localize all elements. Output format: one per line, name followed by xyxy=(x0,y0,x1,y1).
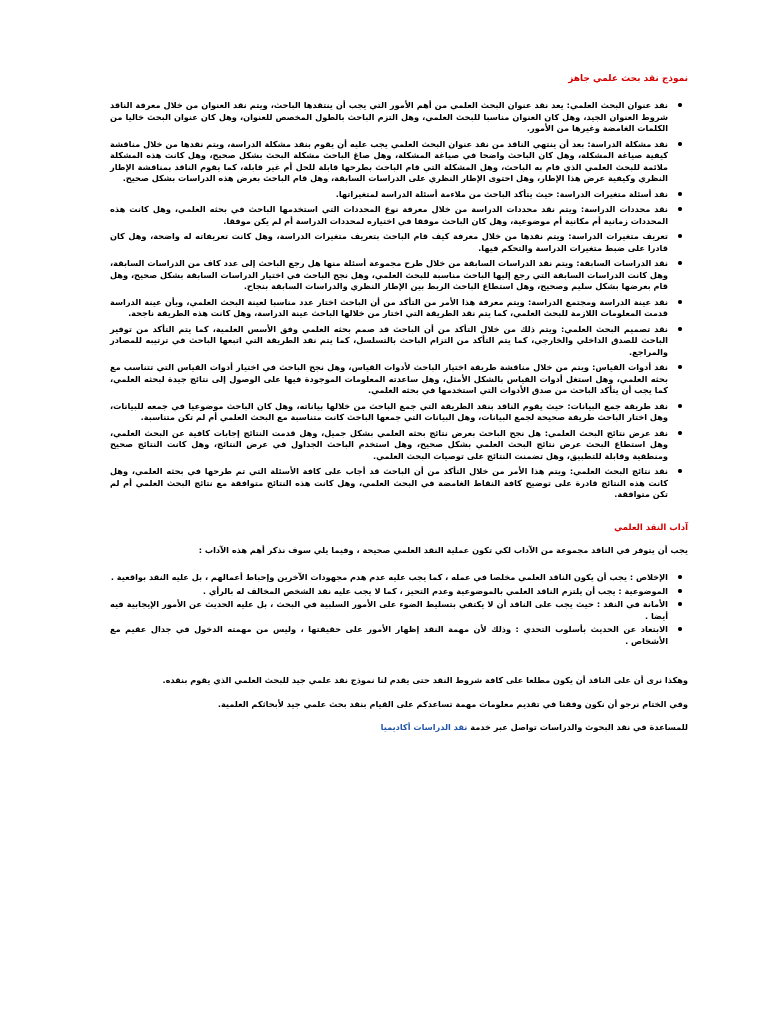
service-link[interactable]: نقد الدراسات أكاديميا xyxy=(380,722,468,732)
critique-item-design: نقد تصميم البحث العلمي: ويتم ذلك من خلال التأكد من أن الباحث قد صمم بحثه العلمي وفق الأسس العلمية، كما يتم التأكد من توفير الباحث للصدق الداخلي والخارجي، كما يتم التأكد من التزام الباحث بالتسلسل، كما يتم نقد الطريقة التي اتبعها الباحث في ترتيبه للمصادر والمراجع. xyxy=(110,323,668,357)
ethics-title: آداب النقد العلمي xyxy=(614,522,688,533)
critique-item-variables: تعريف متغيرات الدراسة: ويتم نقدها من خلال معرفة كيف قام الباحث بتعريف متغيرات الدراسة، وهل كانت تعريفاته له واضحة، وهل كان قادرا على ضبط متغيرات الدراسة والتحكم فيها. xyxy=(110,231,668,253)
closing-contact-text: للمساعدة في نقد البحوث والدراسات تواصل عبر خدمة xyxy=(467,722,688,732)
critique-item-limits: نقد محددات الدراسة: ويتم نقد محددات الدراسة من خلال معرفة نوع المحددات التي استخدمها الباحث في بحثه العلمي، وهل كانت هذه المحددات زمانية أم مكانية أم موضوعية، وهل كان الباحث موفقا في اختياره لمحددات الدراسة أم لم يكن موفقا. xyxy=(110,204,668,226)
critique-item-sample: نقد عينة الدراسة ومجتمع الدراسة: ويتم معرفة هذا الأمر من التأكد من أن الباحث اختار عدد مناسبا لعينة البحث العلمي، وبأن عينة الدراسة قدمت المعلومات اللازمة للبحث العلمي، كما يتم نقد الطريقة التي اختار من خلالها الباحث عينة الدراسة، وهل كانت هذه الطريقة ناجحة. xyxy=(110,296,668,318)
critique-item-results: نقد نتائج البحث العلمي: ويتم هذا الأمر من خلال التأكد من أن الباحث قد أجاب على كافة الأسئلة التي تم طرحها في بحثه العلمي، وهل كانت هذه النتائج قادرة على توضيح كافة النقاط الغامضة في البحث العلمي، وهل كانت هذه النتائج متوافقة مع نتائج البحث العلمي أم لم تكن متوافقة. xyxy=(110,466,668,499)
closing-paragraph-1: وهكذا نرى أن على الناقد أن يكون مطلعا على كافة شروط النقد حتى يقدم لنا نموذج نقد علمي جيد للبحث العلمي الذي يقوم بنقده. xyxy=(162,675,688,685)
closing-section xyxy=(110,675,688,734)
closing-paragraph-3 xyxy=(110,722,688,734)
critique-item-data-collection: نقد طريقة جمع البيانات: حيث يقوم الناقد بنقد الطريقة التي جمع الباحث من خلالها بياناته، وهل كان الباحث موضوعيا في جمعه للبيانات، وهل اختار الباحث طريقة صحيحة لجمع البيانات، وهل البيانات التي جمعها الباحث كانت متناسبة مع البحث العلمي أم لم تكن متناسبة. xyxy=(110,400,668,422)
ethics-item-objectivity: الموضوعية : يجب أن يلتزم الناقد العلمي بالموضوعية وعدم التحيز ، كما لا يجب عليه نقد الشخص المخالف له بالرأي . xyxy=(110,586,668,598)
closing-paragraph-2: وفي الختام نرجو أن نكون وفقنا في تقديم معلومات مهمة تساعدكم على القيام بنقد بحث علمي جيد لأبحاثكم العلمية. xyxy=(217,698,688,709)
document-content xyxy=(110,74,688,746)
document-title: نموذج نقد بحث علمي جاهز xyxy=(568,74,688,84)
critique-item-tools: نقد أدوات القياس: ويتم من خلال مناقشة طريقة اختيار الباحث لأدوات القياس، وهل نجح الباحث في اختيار أدوات القياس التي تتناسب مع بحثه العلمي، وهل استغل أدوات القياس بالشكل الأمثل، وهل ساعدته المعلومات الموجودة فيها على الوصول إلى نتائج جيدة لبحثه العلمي، كما يجب أن يتأكد الباحث من صدق الأدوات التي استخدمها في بحثه العلمي. xyxy=(110,362,668,395)
ethics-list xyxy=(110,572,688,647)
critique-item-title: نقد عنوان البحث العلمي: يعد نقد عنوان البحث العلمي من أهم الأمور التي يجب أن ينتقدها الباحث، ويتم نقد العنوان من خلال معرفة الناقد شروط العنوان الجيد، وهل كان العنوان مناسبا للبحث العلمي، وهل التزم الباحث بالطول المخصص للعنوان، وهل كان عنوان البحث خاليا من الكلمات الغامضة وغيرها من الأمور. xyxy=(110,100,668,133)
ethics-item-avoid-challenge: الابتعاد عن الحديث بأسلوب التحدي : وذلك لأن مهمة النقد إظهار الأمور على حقيقتها ، وليس من مهمته الدخول في جدال عقيم مع الأشخاص . xyxy=(110,624,668,646)
critique-item-problem: نقد مشكلة الدراسة: بعد أن ينتهي الناقد من نقد عنوان البحث العلمي يجب عليه أن يقوم بنقد مشكلة الدراسة، ويتم نقدها من خلال مناقشة كيفية صياغة المشكلة، وهل كان الباحث واضحا في صياغة المشكلة، وهل صاغ الباحث مشكلة البحث بشكل صحيح، وهل كانت هذه المشكلة ملائمة للبحث العلمي الذي قام به الباحث، وهل المشكلة التي قام الباحث بطرحها قابلة للحل أم غير قابلة، كما يقوم الناقد بمناقشة الإطار النظري وكيفية عرض هذا الإطار، وهل احتوى الإطار النظري على الدراسات السابقة، وهل قام الباحث بعرض هذه الدراسات بشكل صحيح. xyxy=(110,138,668,183)
ethics-item-honesty: الأمانة في النقد : حيث يجب على الناقد أن لا يكتفي بتسليط الضوء على الأمور السلبية في البحث ، بل عليه الحديث عن الأمور الإيجابية فيه أيضا . xyxy=(110,599,668,621)
critique-item-results-presentation: نقد عرض نتائج البحث العلمي: هل نجح الباحث بعرض نتائج بحثه العلمي بشكل جميل، وهل قدمت النتائج إجابات كافية عن البحث العلمي، وهل استطاع البحث عرض نتائج البحث العلمي بشكل صحيح، وهل استخدم الباحث الجداول في عرض النتائج، وهل كانت النتائج صحيح ومنطقية وقابلة للتطبيق، وهل تضمنت النتائج على توصيات البحث العلمي. xyxy=(110,427,668,461)
ethics-intro: يجب أن يتوفر في الناقد مجموعة من الآداب لكي تكون عملية النقد العلمي صحيحة ، وفيما يلي سوف نذكر أهم هذه الآداب : xyxy=(198,544,688,555)
critique-item-questions: نقد أسئلة متغيرات الدراسة: حيث يتأكد الباحث من ملاءمة أسئلة الدراسة لمتغيراتها. xyxy=(110,189,668,201)
critique-item-prior-studies: نقد الدراسات السابقة: ويتم نقد الدراسات السابقة من خلال طرح مجموعة أسئلة منها هل رجع الباحث إلى عدد كاف من الدراسات السابقة، وهل كانت الدراسات السابقة التي رجع إليها الباحث مناسبة للبحث العلمي، وهل نجح الباحث في اختيار الدراسات السابقة بشكل صحيح، وهل قام بعرضها بشكل سليم وصحيح، وهل استطاع الباحث الربط بين الإطار النظري والدراسات السابقة بنجاح. xyxy=(110,258,668,291)
ethics-item-sincerity: الإخلاص : يجب أن يكون الناقد العلمي مخلصا في عمله ، كما يجب عليه عدم هدم مجهودات الآخرين وإحباط أعمالهم ، بل عليه النقد بواقعية . xyxy=(110,572,668,582)
critique-items-list xyxy=(110,100,688,501)
